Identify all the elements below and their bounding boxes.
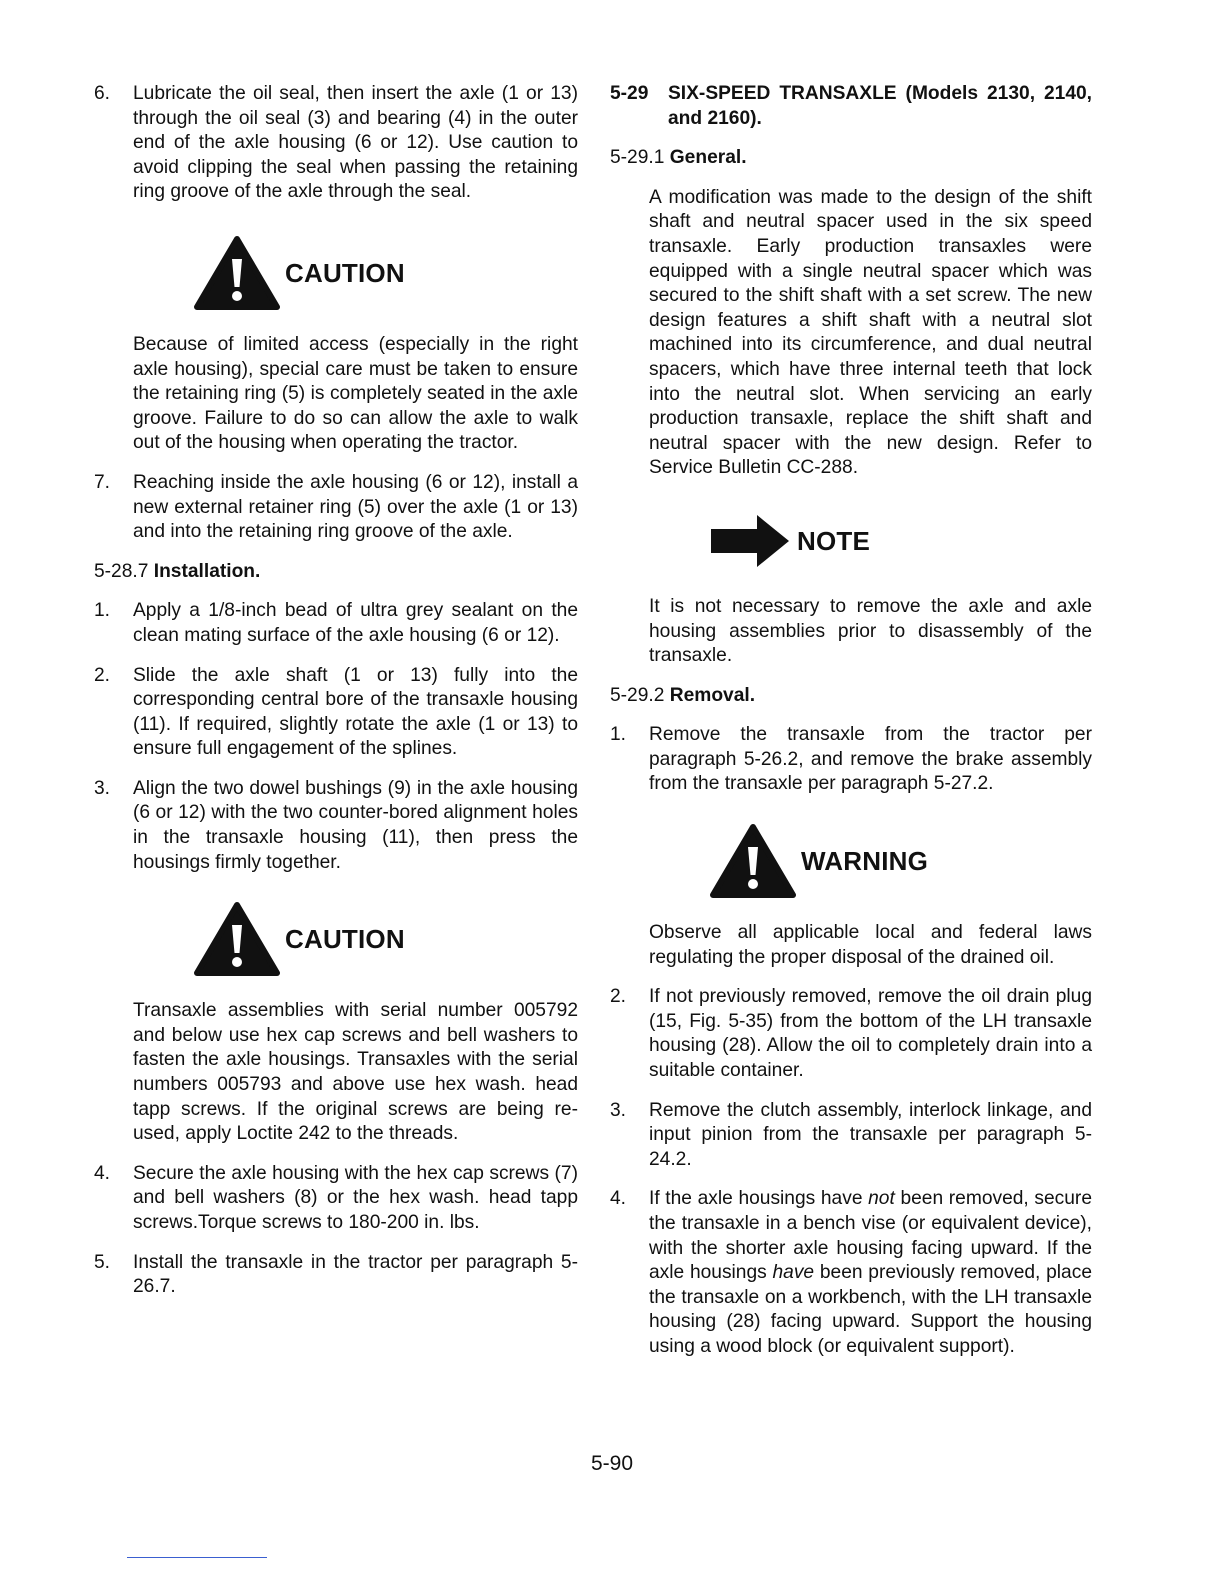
step-number: 6.	[94, 83, 111, 104]
step-number: 1.	[94, 600, 111, 622]
emphasis-not: not	[868, 1188, 895, 1210]
warning-triangle-icon	[709, 823, 797, 899]
page-number: 5-90	[590, 1452, 634, 1475]
step-text: Remove the transaxle from the tractor per paragraph 5-26.2, and remove the brake assembly from the transaxle per paragraph 5-27.2.	[649, 724, 1092, 795]
note-label: NOTE	[797, 525, 871, 556]
subsection-title: Installation.	[153, 560, 261, 582]
list-item	[94, 471, 578, 545]
step-number: 7.	[94, 471, 111, 493]
caution-text: Because of limited access (especially in the right axle housing), special care must be taken to ensure the retaining ring (5) is completely seated in the axle groove. Failure to do so can allow the axle to walk out of the housing when operating the tractor.	[133, 333, 578, 454]
subsection-number: 5-29.1	[610, 147, 665, 169]
list-item	[94, 664, 578, 762]
section-title: SIX-SPEED TRANSAXLE (Models 2130, 2140, and 2160).	[668, 83, 1092, 129]
subsection-heading	[610, 684, 1092, 709]
general-paragraph: A modification was made to the design of the shift shaft and neutral spacer used in the six speed transaxle. Early production transaxles were equipped with a single neutral spacer which was secured to the shift shaft with a set screw. The new design features a shift shaft with a neutral slot machined into its circumference, and dual neutral spacers, which have three internal teeth that lock into the neutral slot. When servicing an early production transaxle, replace the shift shaft and neutral spacer with the new design. Refer to Service Bulletin CC-288.	[649, 186, 1092, 479]
step-text-part: been previously removed, place the transaxle on a workbench, with the LH transaxle housing (28) facing upward. Support the housing using a wood block (or equivalent support).	[649, 1262, 1092, 1357]
caution-callout	[133, 893, 578, 985]
warning-callout	[649, 815, 1092, 907]
step-number: 3.	[94, 777, 111, 799]
caution-callout	[133, 227, 578, 319]
list-item	[94, 777, 578, 875]
step-text: Slide the axle shaft (1 or 13) fully into the corresponding central bore of the transaxle housing (11). If required, slightly rotate the axle (1 or 13) to ensure full engagement of the splines.	[133, 664, 578, 760]
arrow-right-icon	[709, 513, 791, 569]
step-text	[649, 1187, 1092, 1359]
step-number: 2.	[610, 986, 627, 1008]
list-item	[610, 1187, 1092, 1359]
footer-rule	[127, 1557, 267, 1558]
step-text: If not previously removed, remove the oil drain plug (15, Fig. 5-35) from the bottom of the LH transaxle housing (28). Allow the oil to completely drain into a suitable container.	[649, 986, 1092, 1082]
list-item	[94, 599, 578, 648]
step-number: 3.	[610, 1099, 627, 1121]
list-item	[610, 985, 1092, 1083]
step-text-part: been removed, secure the transaxle in a bench vise (or equivalent device), with the shorter axle housing facing upward. If the axle housings	[649, 1188, 1092, 1284]
step-text: Reaching inside the axle housing (6 or 12), install a new external retainer ring (5) over the axle (1 or 13) and into the retaining ring groove of the axle.	[133, 471, 578, 543]
list-item	[94, 82, 578, 205]
warning-triangle-icon	[193, 901, 281, 977]
step-number: 4.	[610, 1188, 627, 1210]
emphasis-have: have	[772, 1262, 815, 1284]
step-text: Apply a 1/8-inch bead of ultra grey sealant on the clean mating surface of the axle housing (6 or 12).	[133, 600, 578, 646]
subsection-title: General.	[669, 147, 747, 169]
subsection-title: Removal.	[669, 684, 756, 706]
left-column	[94, 82, 578, 1300]
step-number: 5.	[94, 1251, 111, 1273]
subsection-number: 5-29.2	[610, 684, 665, 706]
step-text: Remove the clutch assembly, interlock linkage, and input pinion from the transaxle per paragraph 5-24.2.	[649, 1099, 1092, 1170]
list-item	[610, 1099, 1092, 1173]
list-item	[94, 1251, 578, 1300]
step-text: Align the two dowel bushings (9) in the axle housing (6 or 12) with the two counter-bored alignment holes in the transaxle housing (11), then press the housings firmly together.	[133, 777, 578, 873]
step-text-part: If the axle housings have	[649, 1188, 869, 1210]
step-number: 2.	[94, 664, 111, 686]
subsection-heading	[94, 560, 578, 585]
right-column	[610, 82, 1092, 1360]
section-heading	[610, 82, 1092, 131]
note-text: It is not necessary to remove the axle and axle housing assemblies prior to disassembly of the transaxle.	[649, 595, 1092, 667]
step-text: Lubricate the oil seal, then insert the axle (1 or 13) through the oil seal (3) and bearing (4) in the outer end of the axle housing (6 or 12). Use caution to avoid clipping the seal when passing the retaining ring groove of the axle through the seal.	[133, 83, 578, 203]
note-callout	[649, 501, 1092, 581]
subsection-number: 5-28.7	[94, 560, 149, 582]
caution-label: CAUTION	[285, 923, 405, 954]
warning-text: Observe all applicable local and federal laws regulating the proper disposal of the drained oil.	[649, 922, 1092, 968]
caution-text: Transaxle assemblies with serial number 005792 and below use hex cap screws and bell washers to fasten the axle housings. Transaxles with the serial numbers 005793 and above use hex wash. head tapp screws. If the original screws are being re-used, apply Loctite 242 to the threads.	[133, 1000, 578, 1145]
step-number: 1.	[610, 724, 627, 746]
warning-label: WARNING	[801, 845, 929, 876]
step-text: Secure the axle housing with the hex cap screws (7) and bell washers (8) or the hex wash. head tapp screws.Torque screws to 180-200 in. lbs.	[133, 1162, 578, 1233]
step-text: Install the transaxle in the tractor per paragraph 5-26.7.	[133, 1251, 578, 1298]
list-item	[94, 1162, 578, 1236]
list-item	[610, 723, 1092, 797]
section-number: 5-29	[610, 83, 649, 104]
subsection-heading	[610, 146, 1092, 171]
caution-label: CAUTION	[285, 257, 405, 288]
warning-triangle-icon	[193, 235, 281, 311]
step-number: 4.	[94, 1162, 111, 1184]
